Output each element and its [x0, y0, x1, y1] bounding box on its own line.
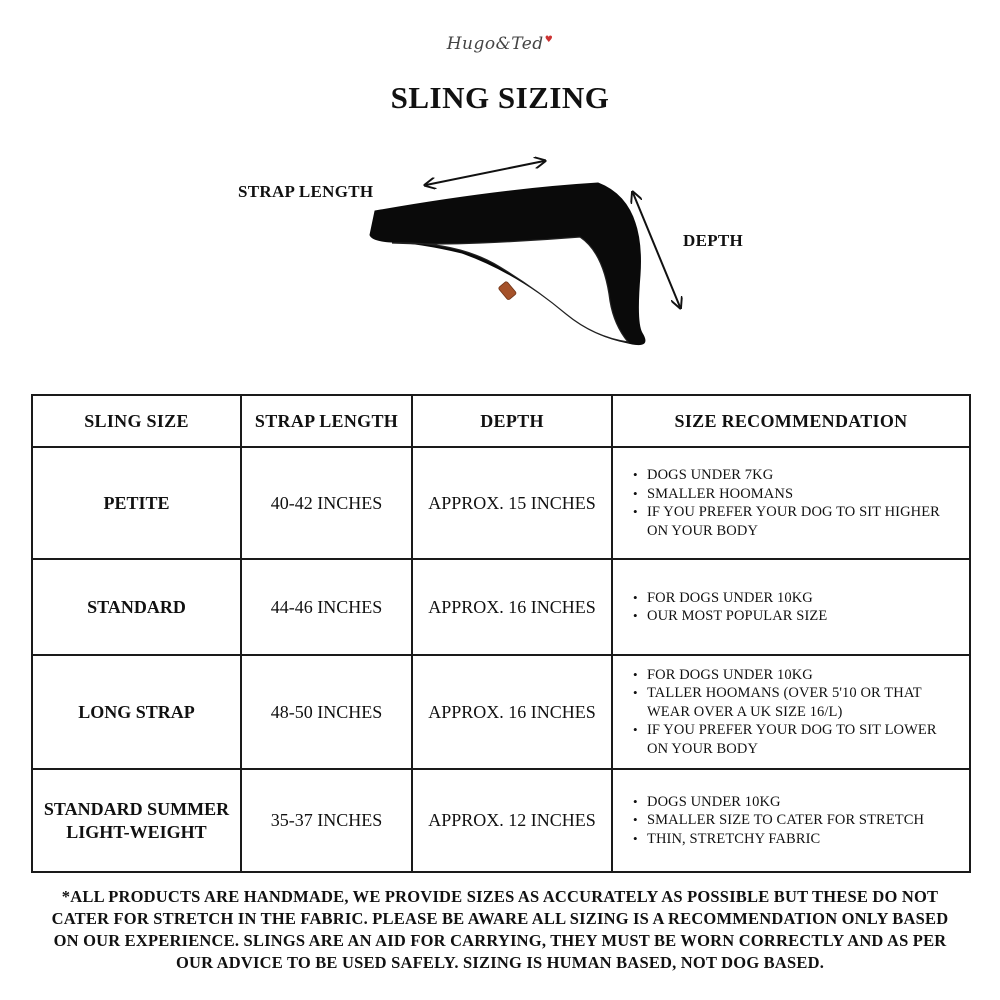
list-item: • IF YOU PREFER YOUR DOG TO SIT LOWER ON YOUR BODY — [647, 721, 959, 758]
recommendation-list — [631, 589, 959, 626]
list-item: • DOGS UNDER 7KG — [647, 466, 959, 485]
brand-logo-text: Hugo&Ted — [446, 34, 544, 54]
header-size-recommendation: SIZE RECOMMENDATION — [612, 395, 970, 447]
strap-length-label: STRAP LENGTH — [238, 182, 374, 201]
strap-length-cell: 44-46 INCHES — [241, 559, 412, 655]
list-item: • SMALLER SIZE TO CATER FOR STRETCH — [647, 811, 959, 830]
size-name-cell: STANDARD — [32, 559, 241, 655]
sling-diagram — [200, 125, 800, 390]
recommendation-cell — [612, 769, 970, 872]
list-item: • FOR DOGS UNDER 10KG — [647, 589, 959, 608]
header-sling-size: SLING SIZE — [32, 395, 241, 447]
sizing-table — [31, 394, 971, 873]
table-row — [32, 559, 970, 655]
recommendation-cell — [612, 655, 970, 769]
header-depth: DEPTH — [412, 395, 612, 447]
recommendation-list — [631, 793, 959, 849]
recommendation-list — [631, 666, 959, 759]
strap-length-cell: 40-42 INCHES — [241, 447, 412, 559]
size-name-cell: PETITE — [32, 447, 241, 559]
recommendation-list — [631, 466, 959, 540]
list-item: • SMALLER HOOMANS — [647, 485, 959, 504]
recommendation-cell — [612, 559, 970, 655]
page-title: SLING SIZING — [390, 80, 610, 115]
size-name-cell: STANDARD SUMMER LIGHT-WEIGHT — [32, 769, 241, 872]
double-arrow-icon — [426, 161, 544, 185]
list-item: • DOGS UNDER 10KG — [647, 793, 959, 812]
table-header-row — [32, 395, 970, 447]
list-item: • OUR MOST POPULAR SIZE — [647, 607, 959, 626]
list-item: • FOR DOGS UNDER 10KG — [647, 666, 959, 685]
recommendation-cell — [612, 447, 970, 559]
list-item: • TALLER HOOMANS (OVER 5'10 OR THAT WEAR OVER A UK SIZE 16/L) — [647, 684, 959, 721]
header-strap-length: STRAP LENGTH — [241, 395, 412, 447]
size-name-cell: LONG STRAP — [32, 655, 241, 769]
table-row — [32, 769, 970, 872]
depth-cell: APPROX. 15 INCHES — [412, 447, 612, 559]
depth-cell: APPROX. 16 INCHES — [412, 559, 612, 655]
disclaimer-footnote: *ALL PRODUCTS ARE HANDMADE, WE PROVIDE SIZES AS ACCURATELY AS POSSIBLE BUT THESE DO NOT CATER FOR STRETCH IN THE FABRIC. PLEASE BE AWARE ALL SIZING IS A RECOMMENDATION ONLY BASED ON OUR EXPERIENCE. SLINGS ARE AN AID FOR CARRYING, THEY MUST BE WORN CORRECTLY AND AS PER OUR ADVICE TO BE USED SAFELY. SIZING IS HUMAN BASED, NOT DOG BASED. — [51, 887, 949, 972]
list-item: • IF YOU PREFER YOUR DOG TO SIT HIGHER ON YOUR BODY — [647, 503, 959, 540]
depth-cell: APPROX. 16 INCHES — [412, 655, 612, 769]
depth-cell: APPROX. 12 INCHES — [412, 769, 612, 872]
table-row — [32, 655, 970, 769]
sling-illustration — [200, 125, 800, 390]
heart-icon: ♥ — [544, 35, 554, 46]
sling-tag — [498, 281, 517, 300]
list-item: • THIN, STRETCHY FABRIC — [647, 830, 959, 849]
table-row — [32, 447, 970, 559]
depth-label: DEPTH — [683, 231, 744, 250]
strap-length-cell: 35-37 INCHES — [241, 769, 412, 872]
brand-logo — [0, 34, 1000, 54]
strap-length-cell: 48-50 INCHES — [241, 655, 412, 769]
